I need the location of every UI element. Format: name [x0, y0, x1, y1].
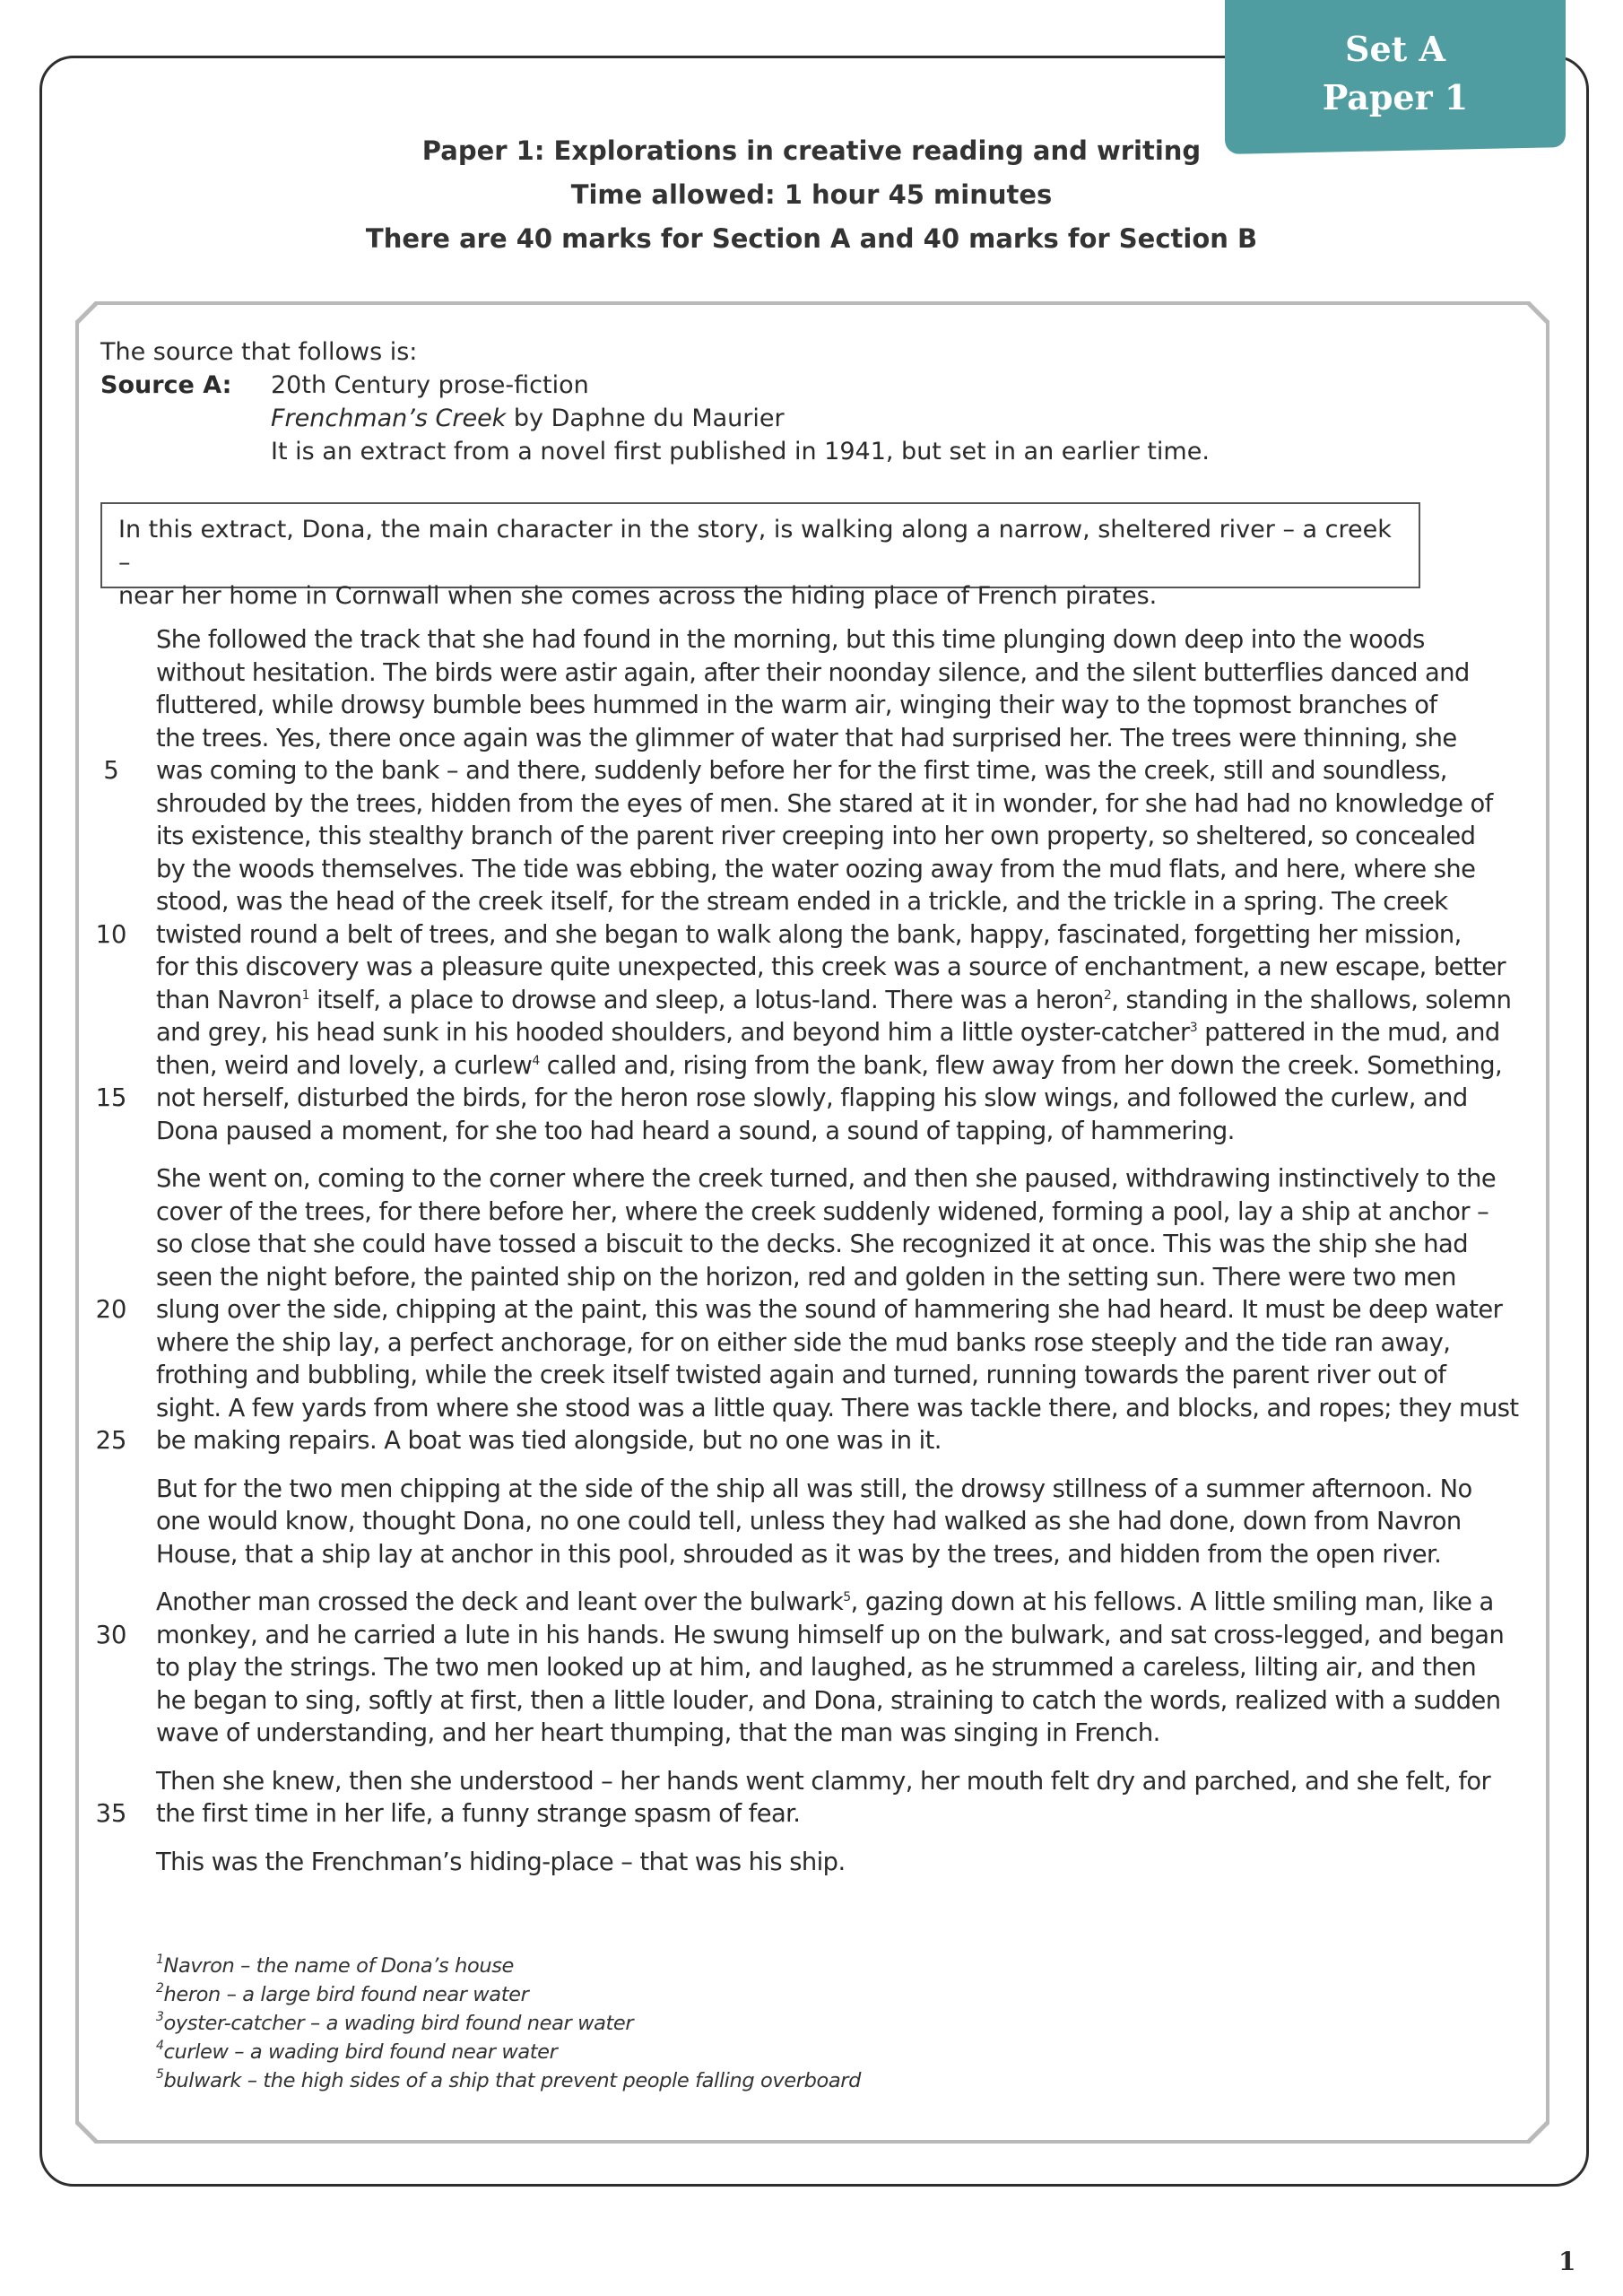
set-label: Set A	[1345, 29, 1445, 70]
page-number: 1	[1558, 2247, 1576, 2276]
passage-line: one would know, thought Dona, no one could tell, unless they had walked as she had done, down from Navron	[156, 1508, 1462, 1535]
source-label: Source A:	[100, 371, 232, 399]
context-box	[100, 502, 1420, 610]
footnote-ref: 3	[1189, 1021, 1198, 1035]
passage-line: This was the Frenchman’s hiding-place – that was his ship.	[156, 1848, 846, 1876]
passage-line: 30 monkey, and he carried a lute in his hands. He swung himself up on the bulwark, and sat cross-legged, and began	[156, 1620, 1447, 1653]
line-number: 20	[95, 1296, 127, 1324]
passage-line: and grey, his head sunk in his hooded shoulders, and beyond him a little oyster-catcher$^3$ pattered in the mud, and	[156, 1019, 1500, 1047]
source-note: It is an extract from a novel first published in 1941, but set in an earlier time.	[271, 438, 1210, 465]
line-number: 5	[103, 757, 119, 785]
passage-line: without hesitation. The birds were astir again, after their noonday silence, and the silent butterflies danced and	[156, 658, 1470, 687]
paper-label: Paper 1	[1322, 77, 1469, 118]
passage-line: by the woods themselves. The tide was ebbing, the water oozing away from the mud flats, and here, where she	[156, 855, 1476, 883]
footnote: $^2$heron – a large bird found near water	[156, 1981, 529, 2006]
paragraph-3	[156, 1474, 1472, 1572]
marks-info: There are 40 marks for Section A and 40 marks for Section B	[365, 223, 1258, 254]
context-line: near her home in Cornwall when she comes across the hiding place of French pirates.	[118, 582, 1158, 610]
passage-line: so close that she could have tossed a biscuit to the decks. She recognized it at once. This was the ship she had	[156, 1231, 1468, 1258]
passage-line: the trees. Yes, there once again was the glimmer of water that had surprised her. The trees were thinning, she	[156, 724, 1457, 752]
footnote-ref: 2	[1103, 987, 1112, 1003]
footnote: $^4$curlew – a wading bird found near water	[156, 2039, 558, 2064]
passage-line: where the ship lay, a perfect anchorage, for on either side the mud banks rose steeply and the tide ran away,	[156, 1328, 1451, 1357]
passage-line: 15 not herself, disturbed the birds, for the heron rose slowly, flapping his slow wings, and followed the curlew, and	[156, 1083, 1447, 1116]
context-line: In this extract, Dona, the main character in the story, is walking along a narrow, sheltered river – a creek –	[118, 516, 1392, 577]
passage-line: shrouded by the trees, hidden from the eyes of men. She stared at it in wonder, for she had had no knowledge of	[156, 789, 1493, 818]
passage-line: 20 slung over the side, chipping at the paint, this was the sound of hammering she had heard. It must be deep water	[156, 1294, 1447, 1327]
passage-line: But for the two men chipping at the side of the ship all was still, the drowsy stillness of a summer afternoon. No	[156, 1474, 1472, 1503]
footnote: $^1$Navron – the name of Dona’s house	[156, 1952, 514, 1978]
passage-line: he began to sing, softly at first, then a little louder, and Dona, straining to catch the words, realized with a sudden	[156, 1686, 1501, 1715]
passage	[95, 624, 1519, 1894]
passage-line: fluttered, while drowsy bumble bees hummed in the warm air, winging their way to the topmost branches of	[156, 691, 1437, 719]
paragraph-5	[95, 1766, 1491, 1831]
passage-line: Then she knew, then she understood – her hands went clammy, her mouth felt dry and parched, and she felt, for	[156, 1767, 1491, 1796]
passage-line: Another man crossed the deck and leant over the bulwark$^5$, gazing down at his fellows. A little smiling man, like a	[156, 1588, 1494, 1616]
source-intro	[100, 335, 1210, 468]
passage-line: She went on, coming to the corner where the creek turned, and then she paused, withdrawing instinctively to the	[156, 1165, 1497, 1193]
paragraph-2	[95, 1163, 1519, 1458]
passage-line: frothing and bubbling, while the creek itself twisted again and turned, running towards the parent river out of	[156, 1361, 1446, 1389]
passage-line: to play the strings. The two men looked up at him, and laughed, as he strummed a careless, lilting air, and then	[156, 1654, 1477, 1682]
paragraph-6	[156, 1847, 1447, 1880]
passage-line: its existence, this stealthy branch of the parent river creeping into her own property, so sheltered, so concealed	[156, 822, 1476, 850]
passage-line: She followed the track that she had found in the morning, but this time plunging down deep into the woods	[156, 626, 1425, 654]
line-number: 25	[95, 1427, 127, 1455]
passage-line: seen the night before, the painted ship on the horizon, red and golden in the setting sun. There were two men	[156, 1263, 1456, 1292]
passage-line: stood, was the head of the creek itself, for the stream ended in a trickle, and the trickle in a spring. The creek	[156, 888, 1448, 916]
footnote-ref: 1	[301, 987, 309, 1003]
passage-line: wave of understanding, and her heart thumping, that the man was singing in French.	[156, 1719, 1160, 1747]
passage-line: sight. A few yards from where she stood was a little quay. There was tackle there, and blocks, and ropes; they must	[156, 1394, 1519, 1422]
passage-line: 35 the first time in her life, a funny strange spasm of fear.	[156, 1798, 1447, 1831]
line-number: 30	[95, 1621, 127, 1649]
footnote: $^5$bulwark – the high sides of a ship that prevent people falling overboard	[156, 2067, 861, 2092]
source-genre: 20th Century prose-fiction	[271, 371, 589, 399]
passage-line: cover of the trees, for there before her, where the creek suddenly widened, forming a pool, lay a ship at anchor –	[156, 1197, 1489, 1226]
line-number: 10	[95, 920, 127, 949]
passage-line: 25 be making repairs. A boat was tied alongside, but no one was in it.	[156, 1425, 1447, 1458]
paragraph-1	[95, 624, 1512, 1148]
passage-line: Dona paused a moment, for she too had heard a sound, a sound of tapping, of hammering.	[156, 1117, 1235, 1145]
source-title: Frenchman’s Creek	[271, 404, 507, 432]
passage-line: 5 was coming to the bank – and there, suddenly before her for the first time, was the creek, still and soundless,	[156, 755, 1447, 788]
footnote-ref: 4	[532, 1053, 540, 1068]
passage-line: House, that a ship lay at anchor in this pool, shrouded as it was by the trees, and hidden from the open river.	[156, 1540, 1442, 1569]
paper-header	[90, 129, 1533, 261]
line-number: 35	[95, 1800, 127, 1828]
footnote: $^3$oyster-catcher – a wading bird found near water	[156, 2010, 634, 2035]
passage-line: 10 twisted round a belt of trees, and she began to walk along the bank, happy, fascinated, forgetting her mission,	[156, 919, 1447, 952]
line-number: 15	[95, 1084, 127, 1112]
footnote-ref: 5	[843, 1590, 851, 1605]
source-author: by Daphne du Maurier	[506, 404, 785, 432]
passage-line: for this discovery was a pleasure quite unexpected, this creek was a source of enchantment, a new escape, better	[156, 953, 1506, 981]
paragraph-4	[95, 1587, 1505, 1751]
source-lead: The source that follows is:	[100, 338, 418, 366]
footnotes	[156, 1952, 861, 2095]
paper-title: Paper 1: Explorations in creative reading and writing	[421, 135, 1202, 166]
passage-line: then, weird and lovely, a curlew$^4$ called and, rising from the bank, flew away from her down the creek. Something,	[156, 1051, 1503, 1080]
passage-line: than Navron$^1$ itself, a place to drowse and sleep, a lotus-land. There was a heron$^2$, standing in the shallows, solemn	[156, 986, 1512, 1014]
source-title-line	[271, 402, 1210, 435]
time-allowed: Time allowed: 1 hour 45 minutes	[570, 179, 1053, 210]
